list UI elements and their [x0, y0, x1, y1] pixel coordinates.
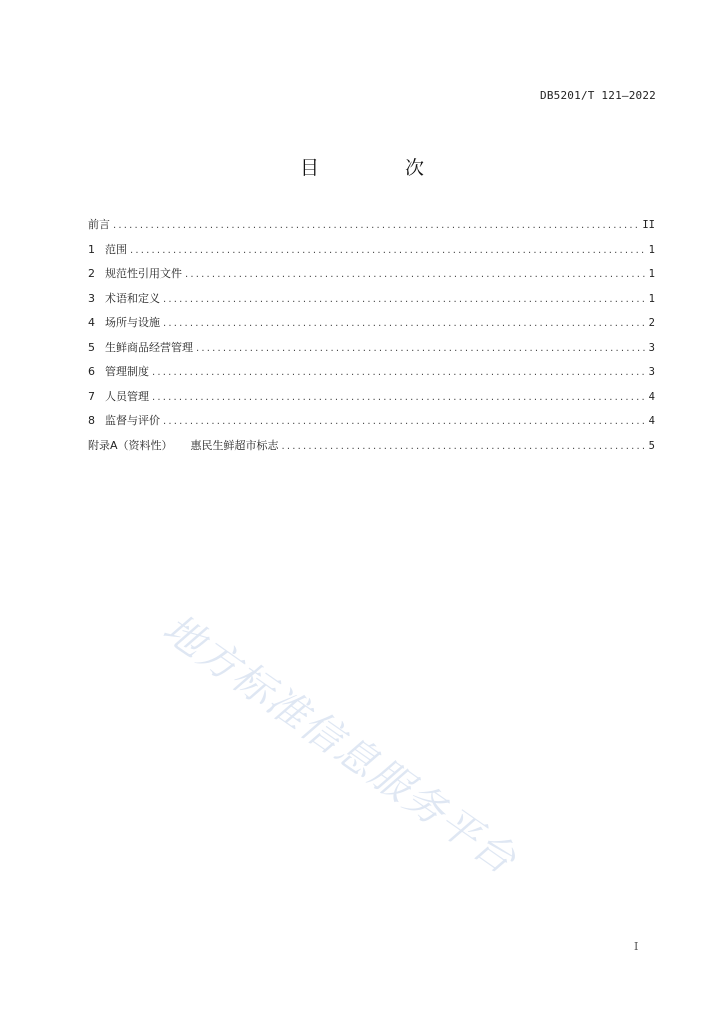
toc-leader-dots [185, 268, 646, 282]
toc-leader-dots [163, 317, 646, 331]
toc-entry-subtitle: 惠民生鲜超市标志 [190, 438, 279, 452]
toc-entry-appendix-a[interactable] [88, 439, 655, 464]
toc-entry-label: 术语和定义 [105, 291, 160, 305]
toc-entry-label: 管理制度 [105, 365, 149, 378]
toc-leader-dots [113, 219, 639, 233]
toc-entry-label: 前言 [88, 218, 110, 231]
toc-entry-page: 1 [648, 292, 655, 305]
toc-entry-page: 3 [648, 366, 655, 378]
toc-entry-page: 3 [648, 341, 655, 354]
toc-entry-number: 5 [88, 340, 95, 354]
toc-entry-page: 1 [648, 243, 655, 256]
page-title: 目 次 [299, 157, 465, 179]
toc-entry-personnel-management[interactable] [88, 390, 655, 415]
toc-entry-page: 4 [648, 390, 655, 403]
toc-entry-label: 监督与评价 [105, 414, 160, 427]
toc-entry-supervision-evaluation[interactable] [88, 414, 655, 439]
toc-entry-foreword[interactable] [88, 218, 655, 243]
toc-entry-page: II [642, 219, 655, 231]
toc-entry-terms-definitions[interactable] [88, 292, 655, 317]
toc-entry-number: 8 [88, 414, 95, 427]
toc-entry-scope[interactable] [88, 243, 655, 268]
toc-entry-label: 附录A（资料性） [88, 438, 173, 452]
toc-entry-label: 范围 [105, 242, 127, 256]
toc-entry-label: 场所与设施 [105, 316, 160, 329]
toc-entry-normative-references[interactable] [88, 267, 655, 292]
watermark: 地方标准信息服务平台 [154, 605, 525, 884]
toc-entry-label: 生鲜商品经营管理 [105, 340, 193, 354]
toc-entry-page: 1 [648, 268, 655, 280]
toc-entry-page: 4 [648, 415, 655, 427]
toc-entry-number: 4 [88, 316, 95, 329]
toc-entry-number: 1 [88, 242, 95, 256]
toc-entry-number: 7 [88, 389, 95, 403]
toc-entry-premises-facilities[interactable] [88, 316, 655, 341]
toc-leader-dots [152, 366, 646, 380]
toc-entry-page: 2 [648, 317, 655, 329]
toc-entry-number: 2 [88, 267, 95, 280]
toc-leader-dots [282, 440, 646, 454]
toc-entry-number: 6 [88, 365, 95, 378]
toc-entry-label: 人员管理 [105, 389, 149, 403]
toc-entry-label: 规范性引用文件 [105, 267, 182, 280]
page-number: I [634, 940, 639, 953]
toc-leader-dots [163, 293, 646, 307]
toc-leader-dots [163, 415, 646, 429]
toc-leader-dots [152, 391, 646, 405]
toc-leader-dots [196, 342, 646, 356]
toc-entry-management-system[interactable] [88, 365, 655, 390]
toc-entry-number: 3 [88, 291, 95, 305]
document-code: DB5201/T 121—2022 [540, 89, 656, 102]
table-of-contents [88, 218, 655, 463]
toc-entry-page: 5 [648, 439, 655, 452]
toc-entry-fresh-goods-management[interactable] [88, 341, 655, 366]
toc-leader-dots [130, 244, 646, 258]
